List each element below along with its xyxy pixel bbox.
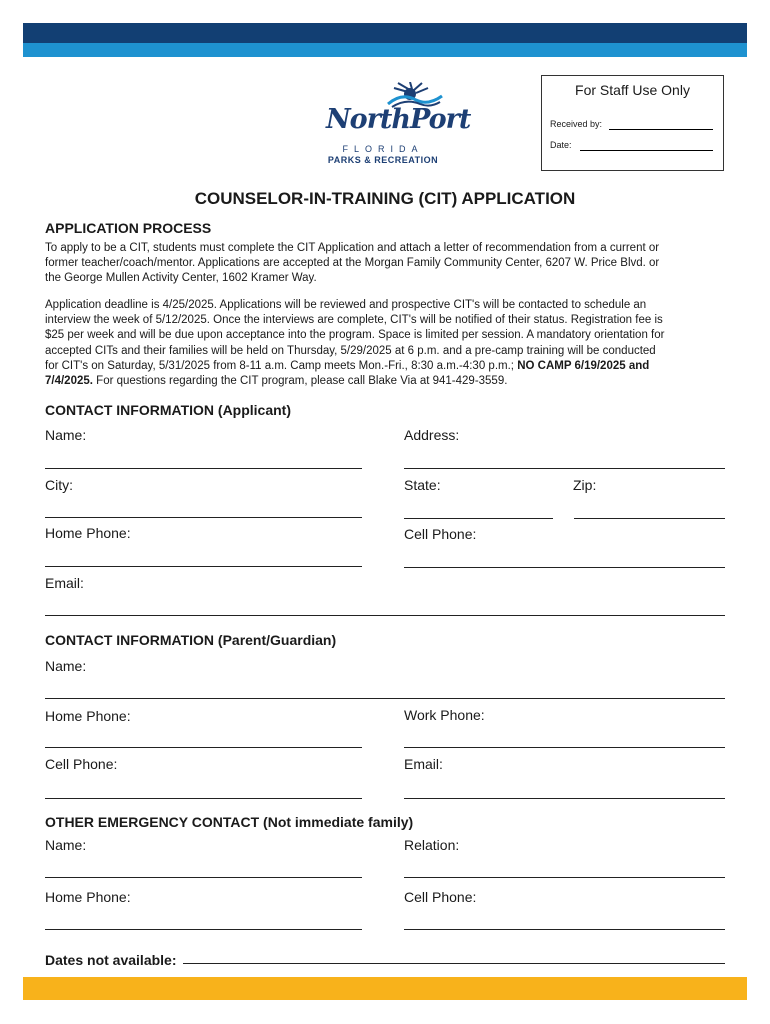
parent-home-phone-field[interactable] (45, 747, 362, 748)
paragraph-line: interview the week of 5/12/2025. Once the interviews are complete, CIT's will be notified of their status. Registration fee is (45, 314, 663, 327)
emergency-heading: OTHER EMERGENCY CONTACT (Not immediate family) (45, 814, 414, 830)
no-camp-notice: NO CAMP 6/19/2025 and (517, 359, 650, 372)
staff-date-label: Date: (550, 140, 572, 150)
logo-department: PARKS & RECREATION (327, 155, 439, 165)
paragraph-line: To apply to be a CIT, students must complete the CIT Application and attach a letter of recommendation from a current or (45, 242, 660, 254)
parent-home-phone-label: Home Phone: (45, 708, 131, 724)
staff-use-box (541, 75, 724, 171)
applicant-zip-label: Zip: (573, 477, 597, 493)
paragraph-line: Application deadline is 4/25/2025. Applications will be reviewed and prospective CIT's will be contacted to schedule an (45, 299, 647, 311)
dates-not-available-label: Dates not available: (45, 952, 177, 968)
top-banner (23, 23, 747, 57)
applicant-name-field[interactable] (45, 468, 362, 469)
applicant-home-phone-label: Home Phone: (45, 525, 131, 541)
emergency-relation-label: Relation: (404, 837, 460, 853)
paragraph-line: $25 per week and will be due upon acceptance into the program. Space is limited per session. A mandatory orientation for (45, 329, 665, 342)
logo-wordmark: NorthPort (326, 104, 471, 135)
applicant-cell-phone-field[interactable] (404, 567, 725, 568)
process-paragraph-1 (45, 241, 733, 287)
parent-work-phone-field[interactable] (404, 747, 725, 748)
staff-box-title: For Staff Use Only (575, 82, 690, 98)
applicant-heading: CONTACT INFORMATION (Applicant) (45, 402, 292, 418)
logo-state: FLORIDA (342, 144, 424, 154)
northport-logo (318, 82, 471, 168)
applicant-city-label: City: (45, 477, 73, 493)
process-heading: APPLICATION PROCESS (45, 220, 212, 236)
emergency-cell-phone-label: Cell Phone: (404, 889, 477, 905)
paragraph-line: former teacher/coach/mentor. Applications are accepted at the Morgan Family Community Center, 6207 W. Price Blvd. or (45, 257, 660, 270)
no-camp-date: 7/4/2025. (45, 375, 93, 388)
applicant-city-field[interactable] (45, 517, 362, 518)
applicant-home-phone-field[interactable] (45, 566, 362, 567)
page-title: COUNSELOR-IN-TRAINING (CIT) APPLICATION (194, 189, 576, 208)
applicant-email-field[interactable] (45, 615, 725, 616)
parent-email-label: Email: (404, 756, 443, 772)
emergency-name-field[interactable] (45, 877, 362, 878)
dates-not-available-field[interactable] (183, 963, 725, 964)
emergency-cell-phone-field[interactable] (404, 929, 725, 930)
applicant-address-label: Address: (404, 427, 460, 443)
paragraph-text: for CIT's on Saturday, 5/31/2025 from 8-11 a.m. Camp meets Mon.-Fri., 8:30 a.m.-4:30 p.m.; (45, 359, 518, 372)
process-paragraph-2 (45, 298, 733, 389)
paragraph-line: accepted CITs and their families will be held on Thursday, 5/29/2025 at 6 p.m. and a pre-camp training will be conducted (45, 344, 656, 357)
emergency-home-phone-field[interactable] (45, 929, 362, 930)
applicant-state-field[interactable] (404, 518, 553, 519)
applicant-email-label: Email: (45, 575, 84, 591)
emergency-name-label: Name: (45, 837, 87, 853)
parent-cell-phone-field[interactable] (45, 798, 362, 799)
applicant-state-label: State: (404, 477, 441, 493)
staff-date-field[interactable] (580, 150, 713, 151)
paragraph-line (45, 359, 733, 374)
paragraph-text: For questions regarding the CIT program, please call Blake Via at 941-429-3559. (92, 375, 508, 388)
parent-email-field[interactable] (404, 798, 725, 799)
parent-heading: CONTACT INFORMATION (Parent/Guardian) (45, 632, 337, 648)
applicant-name-label: Name: (45, 427, 87, 443)
emergency-home-phone-label: Home Phone: (45, 889, 131, 905)
top-banner-light-stripe (23, 43, 747, 57)
top-banner-dark-stripe (23, 23, 747, 43)
received-by-field[interactable] (609, 129, 713, 130)
parent-name-label: Name: (45, 658, 87, 674)
applicant-zip-field[interactable] (574, 518, 725, 519)
emergency-relation-field[interactable] (404, 877, 725, 878)
paragraph-line (45, 374, 733, 389)
parent-name-field[interactable] (45, 698, 725, 699)
applicant-cell-phone-label: Cell Phone: (404, 526, 477, 542)
paragraph-line: the George Mullen Activity Center, 1602 Kramer Way. (45, 272, 317, 285)
parent-work-phone-label: Work Phone: (404, 707, 485, 723)
applicant-address-field[interactable] (404, 468, 725, 469)
parent-cell-phone-label: Cell Phone: (45, 756, 118, 772)
received-by-label: Received by: (550, 119, 603, 129)
bottom-banner (23, 977, 747, 1000)
